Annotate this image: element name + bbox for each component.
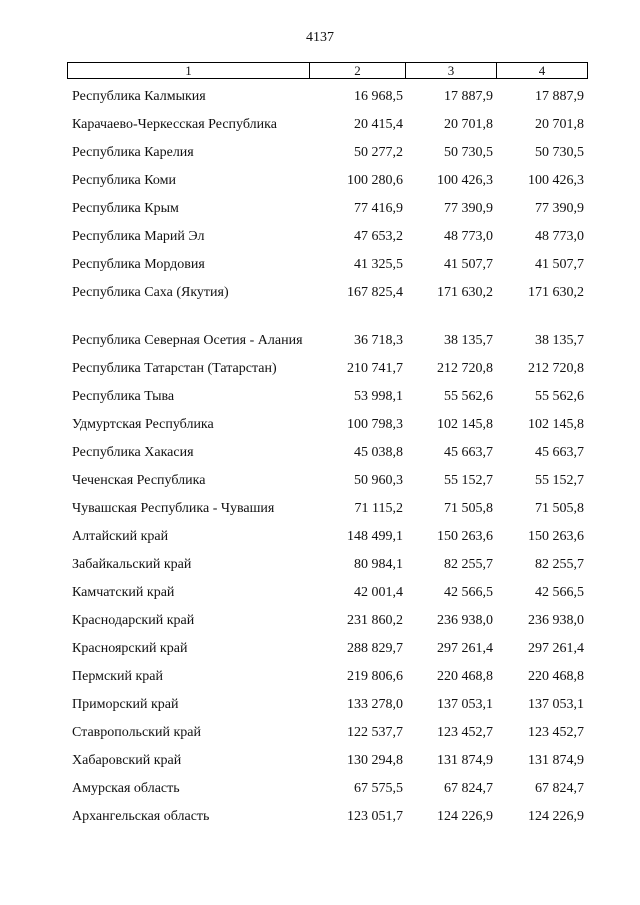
table-row bbox=[67, 576, 588, 604]
value-col-4: 17 887,9 bbox=[535, 89, 584, 104]
region-name: Камчатский край bbox=[72, 585, 175, 600]
value-col-4: 297 261,4 bbox=[528, 641, 584, 656]
region-name: Чувашская Республика - Чувашия bbox=[72, 501, 275, 516]
value-col-3: 42 566,5 bbox=[444, 585, 493, 600]
value-col-4: 131 874,9 bbox=[528, 753, 584, 768]
column-header-3: 3 bbox=[406, 63, 497, 78]
table-row bbox=[67, 276, 588, 304]
table-row bbox=[67, 408, 588, 436]
value-col-3: 82 255,7 bbox=[444, 557, 493, 572]
value-col-2: 53 998,1 bbox=[354, 389, 403, 404]
region-name: Республика Северная Осетия - Алания bbox=[72, 333, 303, 348]
region-name: Карачаево-Черкесская Республика bbox=[72, 117, 277, 132]
table-body bbox=[67, 80, 588, 828]
table-row bbox=[67, 304, 588, 352]
table-row bbox=[67, 492, 588, 520]
value-col-2: 47 653,2 bbox=[354, 229, 403, 244]
value-col-2: 288 829,7 bbox=[347, 641, 403, 656]
value-col-4: 150 263,6 bbox=[528, 529, 584, 544]
value-col-2: 100 798,3 bbox=[347, 417, 403, 432]
table-row bbox=[67, 248, 588, 276]
region-name: Хабаровский край bbox=[72, 753, 182, 768]
value-col-2: 122 537,7 bbox=[347, 725, 403, 740]
value-col-2: 231 860,2 bbox=[347, 613, 403, 628]
region-name: Республика Татарстан (Татарстан) bbox=[72, 361, 277, 376]
region-name: Республика Марий Эл bbox=[72, 229, 205, 244]
value-col-3: 77 390,9 bbox=[444, 201, 493, 216]
value-col-2: 67 575,5 bbox=[354, 781, 403, 796]
region-name: Республика Мордовия bbox=[72, 257, 205, 272]
value-col-4: 100 426,3 bbox=[528, 173, 584, 188]
table-row bbox=[67, 164, 588, 192]
value-col-4: 42 566,5 bbox=[535, 585, 584, 600]
value-col-3: 137 053,1 bbox=[437, 697, 493, 712]
region-name: Краснодарский край bbox=[72, 613, 195, 628]
value-col-3: 41 507,7 bbox=[444, 257, 493, 272]
region-name: Ставропольский край bbox=[72, 725, 201, 740]
value-col-2: 16 968,5 bbox=[354, 89, 403, 104]
table-row bbox=[67, 108, 588, 136]
column-header-4: 4 bbox=[538, 63, 546, 78]
value-col-2: 148 499,1 bbox=[347, 529, 403, 544]
value-col-3: 45 663,7 bbox=[444, 445, 493, 460]
value-col-3: 55 152,7 bbox=[444, 473, 493, 488]
value-col-3: 131 874,9 bbox=[437, 753, 493, 768]
value-col-4: 220 468,8 bbox=[528, 669, 584, 684]
value-col-3: 71 505,8 bbox=[444, 501, 493, 516]
table-row bbox=[67, 192, 588, 220]
value-col-3: 100 426,3 bbox=[437, 173, 493, 188]
value-col-2: 42 001,4 bbox=[354, 585, 403, 600]
value-col-3: 50 730,5 bbox=[444, 145, 493, 160]
value-col-2: 219 806,6 bbox=[347, 669, 403, 684]
value-col-4: 20 701,8 bbox=[535, 117, 584, 132]
table-row bbox=[67, 632, 588, 660]
value-col-2: 20 415,4 bbox=[354, 117, 403, 132]
column-header-2: 2 bbox=[310, 63, 406, 78]
value-col-4: 55 152,7 bbox=[535, 473, 584, 488]
value-col-4: 102 145,8 bbox=[528, 417, 584, 432]
table-row bbox=[67, 800, 588, 828]
region-name: Пермский край bbox=[72, 669, 163, 684]
region-name: Забайкальский край bbox=[72, 557, 192, 572]
value-col-3: 17 887,9 bbox=[444, 89, 493, 104]
value-col-3: 123 452,7 bbox=[437, 725, 493, 740]
region-name: Республика Хакасия bbox=[72, 445, 194, 460]
region-name: Удмуртская Республика bbox=[72, 417, 214, 432]
table-row bbox=[67, 464, 588, 492]
value-col-4: 171 630,2 bbox=[528, 285, 584, 300]
value-col-2: 123 051,7 bbox=[347, 809, 403, 824]
value-col-4: 236 938,0 bbox=[528, 613, 584, 628]
value-col-4: 137 053,1 bbox=[528, 697, 584, 712]
table-row bbox=[67, 688, 588, 716]
value-col-3: 38 135,7 bbox=[444, 333, 493, 348]
region-name: Приморский край bbox=[72, 697, 179, 712]
value-col-3: 220 468,8 bbox=[437, 669, 493, 684]
table-header bbox=[67, 62, 588, 79]
region-name: Республика Саха (Якутия) bbox=[72, 285, 229, 300]
value-col-2: 36 718,3 bbox=[354, 333, 403, 348]
value-col-3: 20 701,8 bbox=[444, 117, 493, 132]
value-col-4: 67 824,7 bbox=[535, 781, 584, 796]
value-col-3: 67 824,7 bbox=[444, 781, 493, 796]
value-col-2: 45 038,8 bbox=[354, 445, 403, 460]
table-row bbox=[67, 220, 588, 248]
region-name: Амурская область bbox=[72, 781, 180, 796]
value-col-2: 167 825,4 bbox=[347, 285, 403, 300]
table-row bbox=[67, 660, 588, 688]
region-name: Алтайский край bbox=[72, 529, 169, 544]
value-col-2: 50 277,2 bbox=[354, 145, 403, 160]
value-col-4: 71 505,8 bbox=[535, 501, 584, 516]
table-row bbox=[67, 436, 588, 464]
value-col-2: 71 115,2 bbox=[354, 501, 403, 516]
value-col-2: 100 280,6 bbox=[347, 173, 403, 188]
page-number: 4137 bbox=[306, 30, 334, 45]
value-col-3: 102 145,8 bbox=[437, 417, 493, 432]
table-row bbox=[67, 604, 588, 632]
value-col-2: 77 416,9 bbox=[354, 201, 403, 216]
value-col-2: 130 294,8 bbox=[347, 753, 403, 768]
value-col-2: 80 984,1 bbox=[354, 557, 403, 572]
value-col-3: 297 261,4 bbox=[437, 641, 493, 656]
column-header-1: 1 bbox=[68, 63, 310, 78]
value-col-3: 124 226,9 bbox=[437, 809, 493, 824]
value-col-3: 236 938,0 bbox=[437, 613, 493, 628]
value-col-3: 48 773,0 bbox=[444, 229, 493, 244]
value-col-4: 38 135,7 bbox=[535, 333, 584, 348]
value-col-4: 82 255,7 bbox=[535, 557, 584, 572]
value-col-4: 123 452,7 bbox=[528, 725, 584, 740]
value-col-4: 48 773,0 bbox=[535, 229, 584, 244]
value-col-2: 133 278,0 bbox=[347, 697, 403, 712]
table-row bbox=[67, 380, 588, 408]
value-col-3: 171 630,2 bbox=[437, 285, 493, 300]
table-row bbox=[67, 136, 588, 164]
region-name: Республика Крым bbox=[72, 201, 179, 216]
region-name: Республика Калмыкия bbox=[72, 89, 206, 104]
value-col-2: 50 960,3 bbox=[354, 473, 403, 488]
table-row bbox=[67, 744, 588, 772]
value-col-3: 212 720,8 bbox=[437, 361, 493, 376]
value-col-3: 150 263,6 bbox=[437, 529, 493, 544]
region-name: Архангельская область bbox=[72, 809, 210, 824]
region-name: Республика Карелия bbox=[72, 145, 194, 160]
value-col-4: 41 507,7 bbox=[535, 257, 584, 272]
region-name: Красноярский край bbox=[72, 641, 188, 656]
table-row bbox=[67, 716, 588, 744]
value-col-4: 55 562,6 bbox=[535, 389, 584, 404]
table-row bbox=[67, 352, 588, 380]
value-col-4: 45 663,7 bbox=[535, 445, 584, 460]
region-name: Республика Коми bbox=[72, 173, 176, 188]
value-col-4: 50 730,5 bbox=[535, 145, 584, 160]
value-col-4: 77 390,9 bbox=[535, 201, 584, 216]
value-col-3: 55 562,6 bbox=[444, 389, 493, 404]
value-col-4: 124 226,9 bbox=[528, 809, 584, 824]
table-row bbox=[67, 520, 588, 548]
table-row bbox=[67, 80, 588, 108]
table-row bbox=[67, 548, 588, 576]
value-col-2: 41 325,5 bbox=[354, 257, 403, 272]
value-col-4: 212 720,8 bbox=[528, 361, 584, 376]
table-row bbox=[67, 772, 588, 800]
value-col-2: 210 741,7 bbox=[347, 361, 403, 376]
region-name: Чеченская Республика bbox=[72, 473, 206, 488]
region-name: Республика Тыва bbox=[72, 389, 175, 404]
